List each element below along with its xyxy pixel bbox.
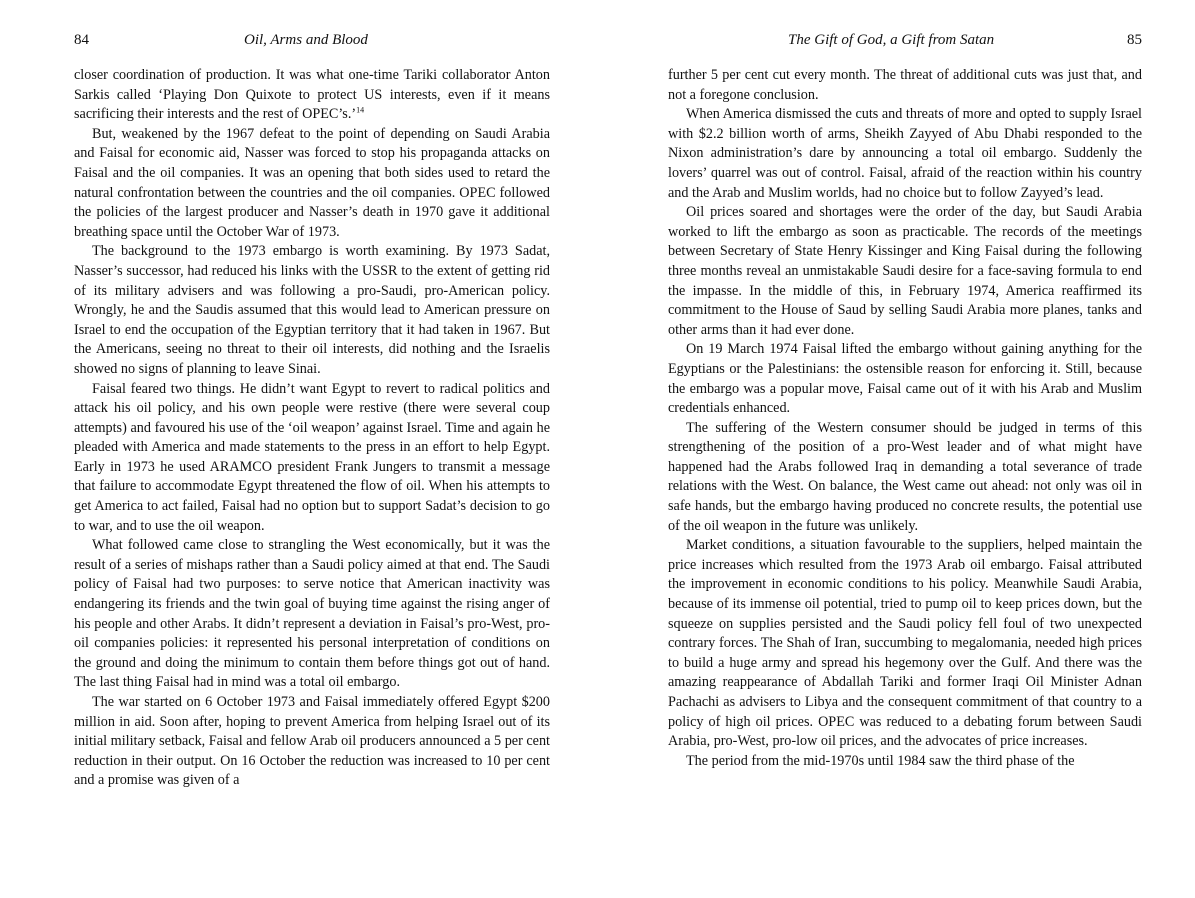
- right-page: [668, 0, 1142, 898]
- page-number: 84: [74, 32, 89, 48]
- running-title: The Gift of God, a Gift from Satan: [788, 32, 995, 48]
- paragraph: Faisal feared two things. He didn’t want Egypt to revert to radical politics and attack his oil policy, and his own people were restive (there were several coup attempts) and favoured his use of the ‘oil weapon’ against Israel. Time and again he pleaded with America and made statements to the press in an effort to help Egypt. Early in 1973 he used ARAMCO president Frank Jungers to transmit a message that failure to accommodate Egypt threatened the flow of oil. When his attempts to get America to act failed, Faisal had no option but to support Sadat’s decision to go to war, and to use the oil weapon.: [74, 380, 550, 534]
- paragraph: The period from the mid-1970s until 1984 saw the third phase of the: [686, 752, 1075, 769]
- right-page-body: [668, 66, 1142, 771]
- paragraph: The suffering of the Western consumer should be judged in terms of this strengthening of the position of a pro-West leader and of what might have happened had the Arabs followed Iraq in demanding a total severance of trade relations with the West. On balance, the West came out ahead: not only was oil in safe hands, but the embargo having produced no concrete results, the potential use of the oil weapon in the future was unlikely.: [668, 419, 1142, 534]
- right-page-header: [668, 32, 1142, 56]
- paragraph: Oil prices soared and shortages were the order of the day, but Saudi Arabia worked to lift the embargo as soon as practicable. The records of the meetings between Secretary of State Henry Kissinger and King Faisal during the following three months reveal an unmistakable Saudi desire for a face-saving formula to end the impasse. In the middle of this, in February 1974, America reaffirmed its commitment to the House of Saud by selling Saudi Arabia more planes, tanks and other arms than it had ever done.: [668, 204, 1142, 338]
- paragraph: But, weakened by the 1967 defeat to the point of depending on Saudi Arabia and Faisal for economic aid, Nasser was forced to stop his propaganda attacks on Faisal and the oil companies. It was an opening that both sides used to retard the natural confrontation between the countries and the oil companies. OPEC followed the policies of the largest producer and Nasser’s death in 1970 gave it additional breathing space until the October War of 1973.: [74, 125, 550, 240]
- paragraph-text: closer coordination of production. It was what one-time Tariki collaborator Anton Sarkis called ‘Playing Don Quixote to protect US interests, even if it means sacrificing their interests and the rest of OPEC’s.’: [74, 67, 550, 123]
- paragraph: When America dismissed the cuts and threats of more and opted to supply Israel with $2.2 billion worth of arms, Sheikh Zayyed of Abu Dhabi responded to the Nixon administration’s dare by announcing a total oil embargo. Suddenly the lovers’ quarrel was out of control. Faisal, afraid of the reaction within his country and the Arab and Muslim worlds, had no choice but to follow Zayyed’s lead.: [668, 106, 1142, 201]
- left-page: [74, 0, 550, 898]
- paragraph: What followed came close to strangling the West economically, but it was the result of a series of mishaps rather than a Saudi policy aimed at that end. The Saudi policy of Faisal had two purposes: to serve notice that American inactivity was endangering its friends and the twin goal of buying time against the rising anger of his people and other Arabs. It didn’t represent a deviation in Faisal’s pro-West, pro-oil companies policies: it represented his personal interpretation of conditions on the ground and doing the minimum to contain them before things got out of hand. The last thing Faisal had in mind was a total oil embargo.: [74, 537, 550, 691]
- footnote-marker: 14: [356, 105, 365, 115]
- left-page-header: [74, 32, 550, 56]
- running-title: Oil, Arms and Blood: [244, 32, 368, 48]
- paragraph: [74, 66, 550, 125]
- page-number: 85: [1127, 32, 1142, 48]
- paragraph: Market conditions, a situation favourable to the suppliers, helped maintain the price increases which resulted from the 1973 Arab oil embargo. Faisal attributed the improvement in economic conditions to his policy. Meanwhile Saudi Arabia, because of its immense oil potential, tried to pump oil to keep prices down, but the squeeze on supplies persisted and the Saudi policy fell foul of two unexpected contrary forces. The Shah of Iran, succumbing to megalomania, needed high prices to build a huge army and spread his hegemony over the Gulf. And there was the amazing reappearance of Abdallah Tariki and former Iraqi Oil Minister Adnan Pachachi as advisers to Libya and the consequent commitment of that country to a policy of high oil prices. OPEC was reduced to a debating forum between Saudi Arabia, pro-West, pro-low oil prices, and the advocates of price increases.: [668, 537, 1142, 750]
- paragraph: further 5 per cent cut every month. The threat of additional cuts was just that, and not a foregone conclusion.: [668, 67, 1142, 103]
- paragraph: The war started on 6 October 1973 and Faisal immediately offered Egypt $200 million in aid. Soon after, hoping to prevent America from helping Israel out of its initial military setback, Faisal and fellow Arab oil producers announced a 5 per cent reduction in their output. On 16 October the reduction was increased to 10 per cent and a promise was given of a: [74, 694, 550, 789]
- paragraph: The background to the 1973 embargo is worth examining. By 1973 Sadat, Nasser’s successor, had reduced his links with the USSR to the extent of getting rid of its military advisers and was following a pro-Saudi, pro-American policy. Wrongly, he and the Saudis assumed that this would lead to American pressure on Israel to end the occupation of the Egyptian territory that it had taken in 1967. But the Americans, seeing no threat to their oil interests, did nothing and the Israelis showed no signs of planning to leave Sinai.: [74, 243, 550, 377]
- left-page-body: [74, 66, 550, 791]
- paragraph: On 19 March 1974 Faisal lifted the embargo without gaining anything for the Egyptians or the Palestinians: the ostensible reason for enforcing it. Still, because the embargo was a popular move, Faisal came out of it with his Arab and Muslim credentials enhanced.: [668, 341, 1142, 417]
